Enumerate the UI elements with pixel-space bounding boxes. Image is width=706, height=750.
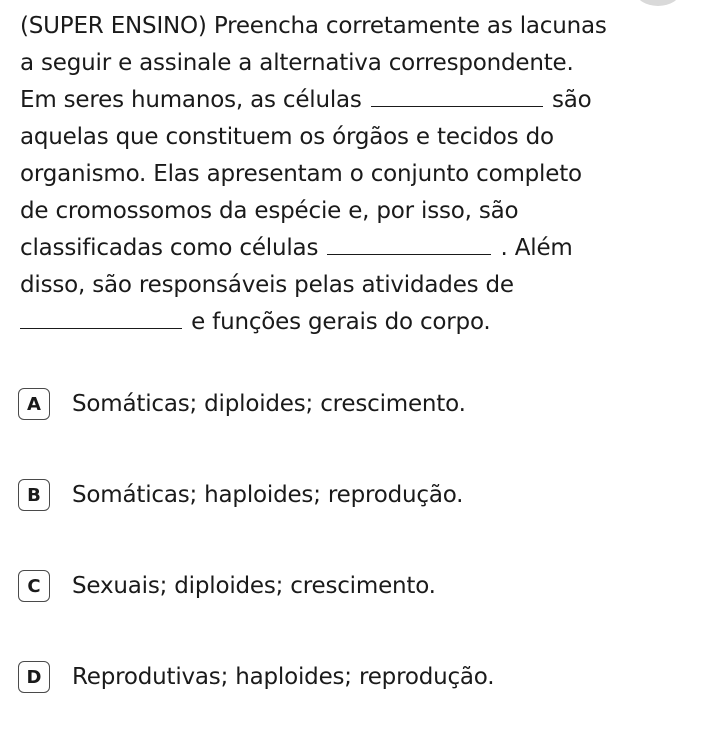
- answer-blank-3: [20, 306, 182, 329]
- answer-blank-1: [371, 84, 543, 107]
- corner-decoration: [636, 0, 680, 6]
- option-text: Sexuais; diploides; crescimento.: [72, 573, 436, 599]
- option-a[interactable]: [18, 386, 698, 422]
- question-statement: [20, 8, 700, 341]
- question-line: (SUPER ENSINO) Preencha corretamente as lacunas: [20, 13, 607, 39]
- option-d[interactable]: [18, 659, 698, 695]
- option-text: Reprodutivas; haploides; reprodução.: [72, 664, 495, 690]
- question-line: a seguir e assinale a alternativa correspondente.: [20, 50, 574, 76]
- option-letter-badge: C: [18, 570, 50, 602]
- option-text: Somáticas; haploides; reprodução.: [72, 482, 464, 508]
- question-text: Em seres humanos, as células: [20, 87, 362, 113]
- question-line: de cromossomos da espécie e, por isso, são: [20, 198, 519, 224]
- option-b[interactable]: [18, 477, 698, 513]
- answer-blank-2: [327, 232, 491, 255]
- answer-options: [18, 386, 698, 750]
- question-text: são: [551, 87, 592, 113]
- question-line: aquelas que constituem os órgãos e tecidos do: [20, 124, 554, 150]
- question-line: disso, são responsáveis pelas atividades de: [20, 272, 514, 298]
- option-c[interactable]: [18, 568, 698, 604]
- question-line: [20, 82, 700, 119]
- option-letter-badge: D: [18, 661, 50, 693]
- option-letter-badge: A: [18, 388, 50, 420]
- question-line: [20, 230, 700, 267]
- question-line: [20, 304, 700, 341]
- question-line: organismo. Elas apresentam o conjunto completo: [20, 161, 582, 187]
- option-text: Somáticas; diploides; crescimento.: [72, 391, 466, 417]
- question-text: classificadas como células: [20, 235, 319, 261]
- question-text: . Além: [500, 235, 573, 261]
- question-text: e funções gerais do corpo.: [191, 309, 491, 335]
- option-letter-badge: B: [18, 479, 50, 511]
